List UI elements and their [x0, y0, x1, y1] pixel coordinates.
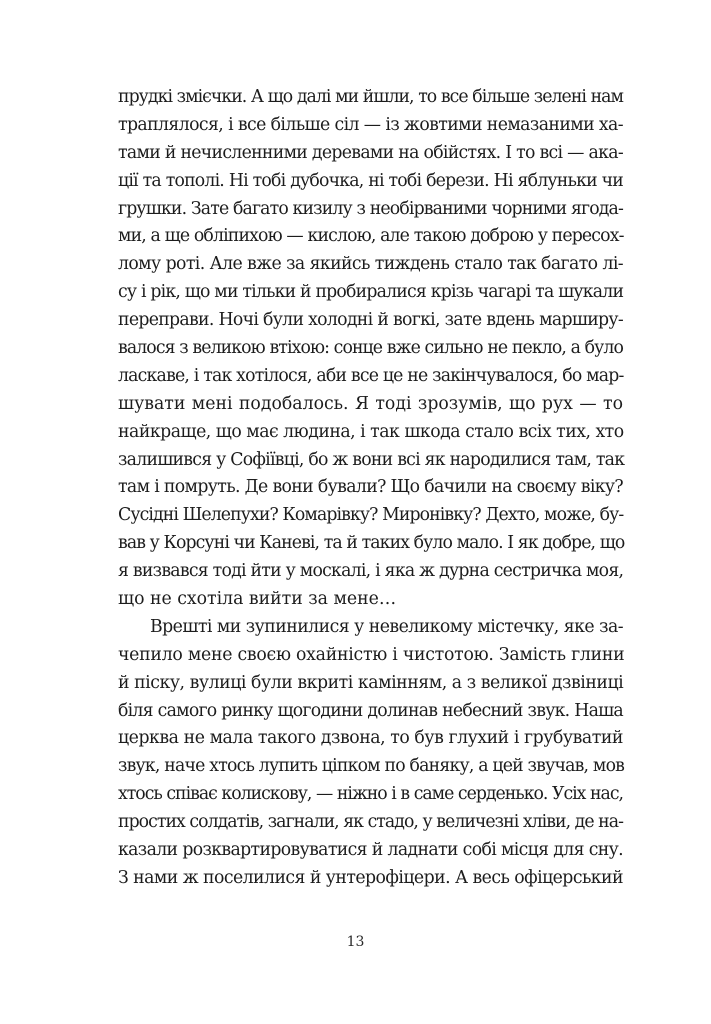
text-line: я визвався тоді йти у москалі, і яка ж дурна сестричка моя, — [118, 561, 624, 582]
text-line: хтось співає колискову, — ніжно і в саме серденько. Усіх нас, — [118, 784, 623, 805]
body-text — [118, 84, 623, 893]
text-line: су і рік, що ми тільки й пробиралися крізь чагарі та шукали — [118, 282, 624, 303]
text-line: казали розквартировуватися й ладнати собі місця для сну. — [118, 840, 623, 861]
text-line: грушки. Зате багато кизилу з необірваними чорними ягода- — [118, 198, 623, 219]
text-line: що не схотіла вийти за мене… — [118, 589, 397, 610]
text-line: найкраще, що має людина, і так шкода стало всіх тих, хто — [118, 421, 624, 442]
paragraph-2 — [118, 614, 623, 893]
text-line: там і помруть. Де вони бували? Що бачили на своєму віку? — [118, 477, 623, 498]
text-line: простих солдатів, загнали, як стадо, у величезні хліви, де на- — [118, 812, 623, 833]
page-number: 13 — [346, 934, 365, 950]
text-line: переправи. Ночі були холодні й вогкі, зате вдень марширу- — [118, 310, 623, 331]
text-line: шувати мені подобалось. Я тоді зрозумів, що рух — то — [118, 393, 623, 414]
text-line: чепило мене своєю охайністю і чистотою. Замість глини — [118, 644, 625, 665]
text-line: тами й нечисленними деревами на обійстях. І то всі — ака- — [118, 142, 623, 163]
text-line: Врешті ми зупинилися у невеликому містечку, яке за- — [150, 616, 623, 637]
text-line: лому роті. Але вже за якийсь тиждень стало так багато лі- — [118, 254, 623, 275]
text-line: вав у Корсуні чи Каневі, та й таких було мало. І як добре, що — [118, 533, 625, 554]
text-line: ласкаве, і так хотілося, аби все це не закінчувалося, бо мар- — [118, 365, 624, 386]
paragraph-1 — [118, 84, 623, 614]
text-line: валося з великою втіхою: сонце вже сильно не пекло, а було — [118, 338, 623, 359]
text-line: ми, а ще обліпихою — кислою, але такою доброю у пересох- — [118, 226, 624, 247]
text-line: церква не мала такого дзвона, то був глухий і грубуватий — [118, 728, 623, 749]
text-line: Сусідні Шелепухи? Комарівку? Миронівку? Дехто, може, бу- — [118, 505, 624, 526]
text-line: й піску, вулиці були вкриті камінням, а з великої дзвіниці — [118, 672, 624, 693]
text-line: біля самого ринку щогодини долинав небесний звук. Наша — [118, 700, 623, 721]
text-line: ції та тополі. Ні тобі дубочка, ні тобі берези. Ні яблуньки чи — [118, 170, 623, 191]
text-line: прудкі змієчки. А що далі ми йшли, то все більше зелені нам — [118, 87, 623, 107]
text-line: звук, наче хтось лупить ціпком по баняку, а цей звучав, мов — [118, 756, 625, 777]
text-line: залишився у Софіївці, бо ж вони всі як народилися там, так — [118, 449, 625, 470]
text-line: З нами ж поселилися й унтерофіцери. А весь офіцерський — [118, 867, 623, 888]
text-line: траплялося, і все більше сіл — із жовтими немазаними ха- — [118, 114, 623, 135]
